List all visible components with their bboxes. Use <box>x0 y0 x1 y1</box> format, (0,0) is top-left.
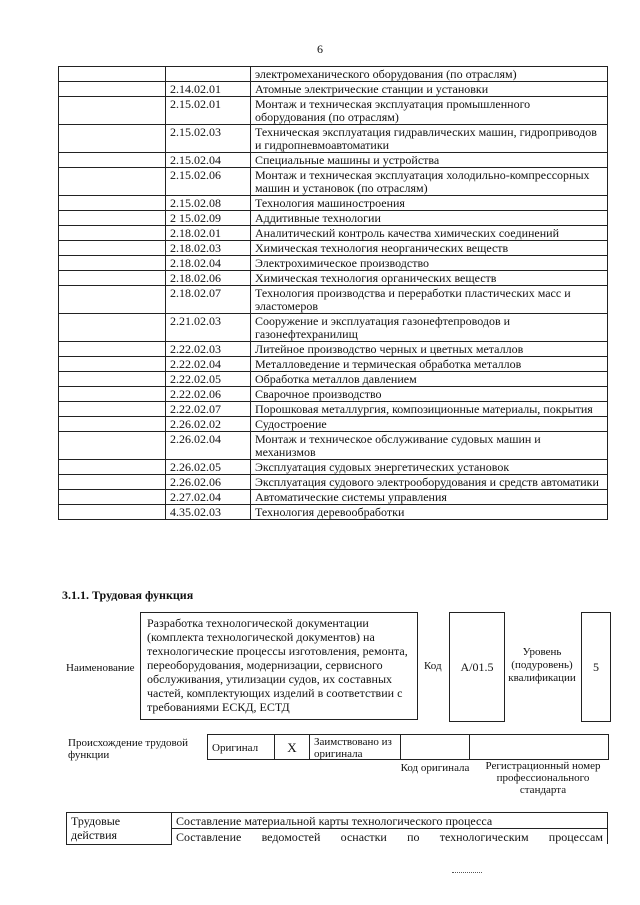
specialty-code: 2.15.02.08 <box>166 196 251 211</box>
table-row <box>59 402 608 417</box>
blank-cell <box>59 125 166 153</box>
blank-cell <box>59 342 166 357</box>
blank-cell <box>59 357 166 372</box>
labor-action-item: Составление ведомостей оснастки по технологическим процессам <box>176 830 603 844</box>
blank-cell <box>59 432 166 460</box>
specialty-name: Химическая технология органических веществ <box>251 271 608 286</box>
blank-cell <box>59 402 166 417</box>
table-row <box>59 97 608 125</box>
specialty-code: 2.18.02.01 <box>166 226 251 241</box>
table-row <box>59 357 608 372</box>
specialty-code: 2.22.02.04 <box>166 357 251 372</box>
specialty-name: Аналитический контроль качества химических соединений <box>251 226 608 241</box>
page-number: 6 <box>317 42 323 56</box>
blank-cell <box>59 82 166 97</box>
blank-cell <box>59 196 166 211</box>
specialty-code: 2.26.02.06 <box>166 475 251 490</box>
specialty-code: 2.22.02.05 <box>166 372 251 387</box>
specialty-name: Эксплуатация судовых энергетических установок <box>251 460 608 475</box>
specialty-name: Автоматические системы управления <box>251 490 608 505</box>
specialty-name: Технология производства и переработки пластических масс и эластомеров <box>251 286 608 314</box>
table-row <box>59 241 608 256</box>
blank-cell <box>59 211 166 226</box>
original-mark-cell: X <box>274 734 310 760</box>
specialty-name: Судостроение <box>251 417 608 432</box>
specialty-name: Эксплуатация судового электрооборудования и средств автоматики <box>251 475 608 490</box>
reg-number-caption: Регистрационный номер профессионального стандарта <box>485 760 601 796</box>
specialty-code: 2.18.02.06 <box>166 271 251 286</box>
specialty-name: Аддитивные технологии <box>251 211 608 226</box>
specialty-code: 2.15.02.03 <box>166 125 251 153</box>
blank-cell <box>59 241 166 256</box>
specialty-name: Электрохимическое производство <box>251 256 608 271</box>
blank-cell <box>59 314 166 342</box>
labor-actions-table <box>66 812 608 845</box>
labor-action-item: Составление материальной карты технологического процесса <box>172 813 608 829</box>
table-row <box>59 271 608 286</box>
specialty-code <box>166 67 251 82</box>
specialty-name: Атомные электрические станции и установки <box>251 82 608 97</box>
blank-cell <box>59 67 166 82</box>
specialty-name: Монтаж и техническая эксплуатация холодильно-компрессорных машин и установок (по отраслям) <box>251 168 608 196</box>
blank-cell <box>59 256 166 271</box>
blank-cell <box>59 153 166 168</box>
code-original-cell <box>400 734 470 760</box>
table-row <box>59 387 608 402</box>
specialty-name: Монтаж и техническое обслуживание судовых машин и механизмов <box>251 432 608 460</box>
function-code-box: А/01.5 <box>449 612 505 722</box>
table-row <box>59 417 608 432</box>
specialty-code: 2.18.02.04 <box>166 256 251 271</box>
specialty-name: Литейное производство черных и цветных металлов <box>251 342 608 357</box>
specialty-code: 2.26.02.04 <box>166 432 251 460</box>
specialty-code: 2 15.02.09 <box>166 211 251 226</box>
table-row <box>59 475 608 490</box>
qualification-level-label: Уровень (подуровень) квалификации <box>508 646 576 684</box>
origin-label: Происхождение трудовой функции <box>68 737 189 761</box>
borrowed-cell: Заимствовано из оригинала <box>309 734 401 760</box>
specialty-name: Порошковая металлургия, композиционные материалы, покрытия <box>251 402 608 417</box>
blank-cell <box>59 271 166 286</box>
specialty-name: Сооружение и эксплуатация газонефтепроводов и газонефтехранилищ <box>251 314 608 342</box>
blank-cell <box>59 417 166 432</box>
original-label-cell: Оригинал <box>207 734 275 760</box>
specialty-name: Обработка металлов давлением <box>251 372 608 387</box>
blank-cell <box>59 460 166 475</box>
specialty-code: 2.22.02.03 <box>166 342 251 357</box>
table-row <box>59 505 608 520</box>
table-row <box>59 286 608 314</box>
blank-cell <box>59 475 166 490</box>
section-title: 3.1.1. Трудовая функция <box>62 588 194 602</box>
specialty-code: 4.35.02.03 <box>166 505 251 520</box>
blank-cell <box>59 505 166 520</box>
qualification-level-box: 5 <box>581 612 611 722</box>
specialty-name: Металловедение и термическая обработка металлов <box>251 357 608 372</box>
table-row <box>59 460 608 475</box>
specialty-code: 2.21.02.03 <box>166 314 251 342</box>
specialty-code: 2.22.02.07 <box>166 402 251 417</box>
table-row <box>59 490 608 505</box>
table-row <box>59 226 608 241</box>
specialty-code: 2.18.02.03 <box>166 241 251 256</box>
table-row <box>59 314 608 342</box>
table-row <box>59 125 608 153</box>
specialty-code: 2.15.02.04 <box>166 153 251 168</box>
table-row <box>59 211 608 226</box>
table-row <box>59 256 608 271</box>
specialty-name: Химическая технология неорганических веществ <box>251 241 608 256</box>
specialty-code: 2.18.02.07 <box>166 286 251 314</box>
table-row <box>59 432 608 460</box>
reg-number-cell <box>469 734 609 760</box>
specialty-name: Технология деревообработки <box>251 505 608 520</box>
table-row <box>59 342 608 357</box>
specialty-name: Технология машиностроения <box>251 196 608 211</box>
blank-cell <box>59 387 166 402</box>
table-row <box>59 372 608 387</box>
specialty-code: 2.15.02.01 <box>166 97 251 125</box>
blank-cell <box>59 372 166 387</box>
specialty-name: Техническая эксплуатация гидравлических машин, гидроприводов и гидропневмоавтоматики <box>251 125 608 153</box>
specialty-name: электромеханического оборудования (по отраслям) <box>251 67 608 82</box>
name-label: Наименование <box>66 662 135 674</box>
code-original-caption: Код оригинала <box>400 762 470 774</box>
footer-dots <box>452 872 482 873</box>
specialty-code: 2.14.02.01 <box>166 82 251 97</box>
blank-cell <box>59 490 166 505</box>
specialty-code: 2.27.02.04 <box>166 490 251 505</box>
blank-cell <box>59 168 166 196</box>
specialty-name: Специальные машины и устройства <box>251 153 608 168</box>
blank-cell <box>59 286 166 314</box>
specialty-name: Сварочное производство <box>251 387 608 402</box>
specialty-name: Монтаж и техническая эксплуатация промышленного оборудования (по отраслям) <box>251 97 608 125</box>
table-row <box>59 153 608 168</box>
function-name-box: Разработка технологической документации (комплекта технологической документов) на технологические процессы изготовления, ремонта, переоборудования, модернизации, сервисного обслуживания, утилизации судов, их составных частей, комплектующих изделий в соответствии с требованиями ЕСКД, ЕСТД <box>140 612 418 720</box>
specialty-code: 2.22.02.06 <box>166 387 251 402</box>
blank-cell <box>59 97 166 125</box>
code-label: Код <box>424 660 442 672</box>
specialty-code: 2.15.02.06 <box>166 168 251 196</box>
labor-actions-label: Трудовые действия <box>67 813 172 845</box>
blank-cell <box>59 226 166 241</box>
table-row <box>59 67 608 82</box>
specialty-code: 2.26.02.02 <box>166 417 251 432</box>
table-row <box>59 168 608 196</box>
table-row <box>59 82 608 97</box>
specialty-code-table <box>58 66 608 520</box>
specialty-code: 2.26.02.05 <box>166 460 251 475</box>
table-row <box>59 196 608 211</box>
